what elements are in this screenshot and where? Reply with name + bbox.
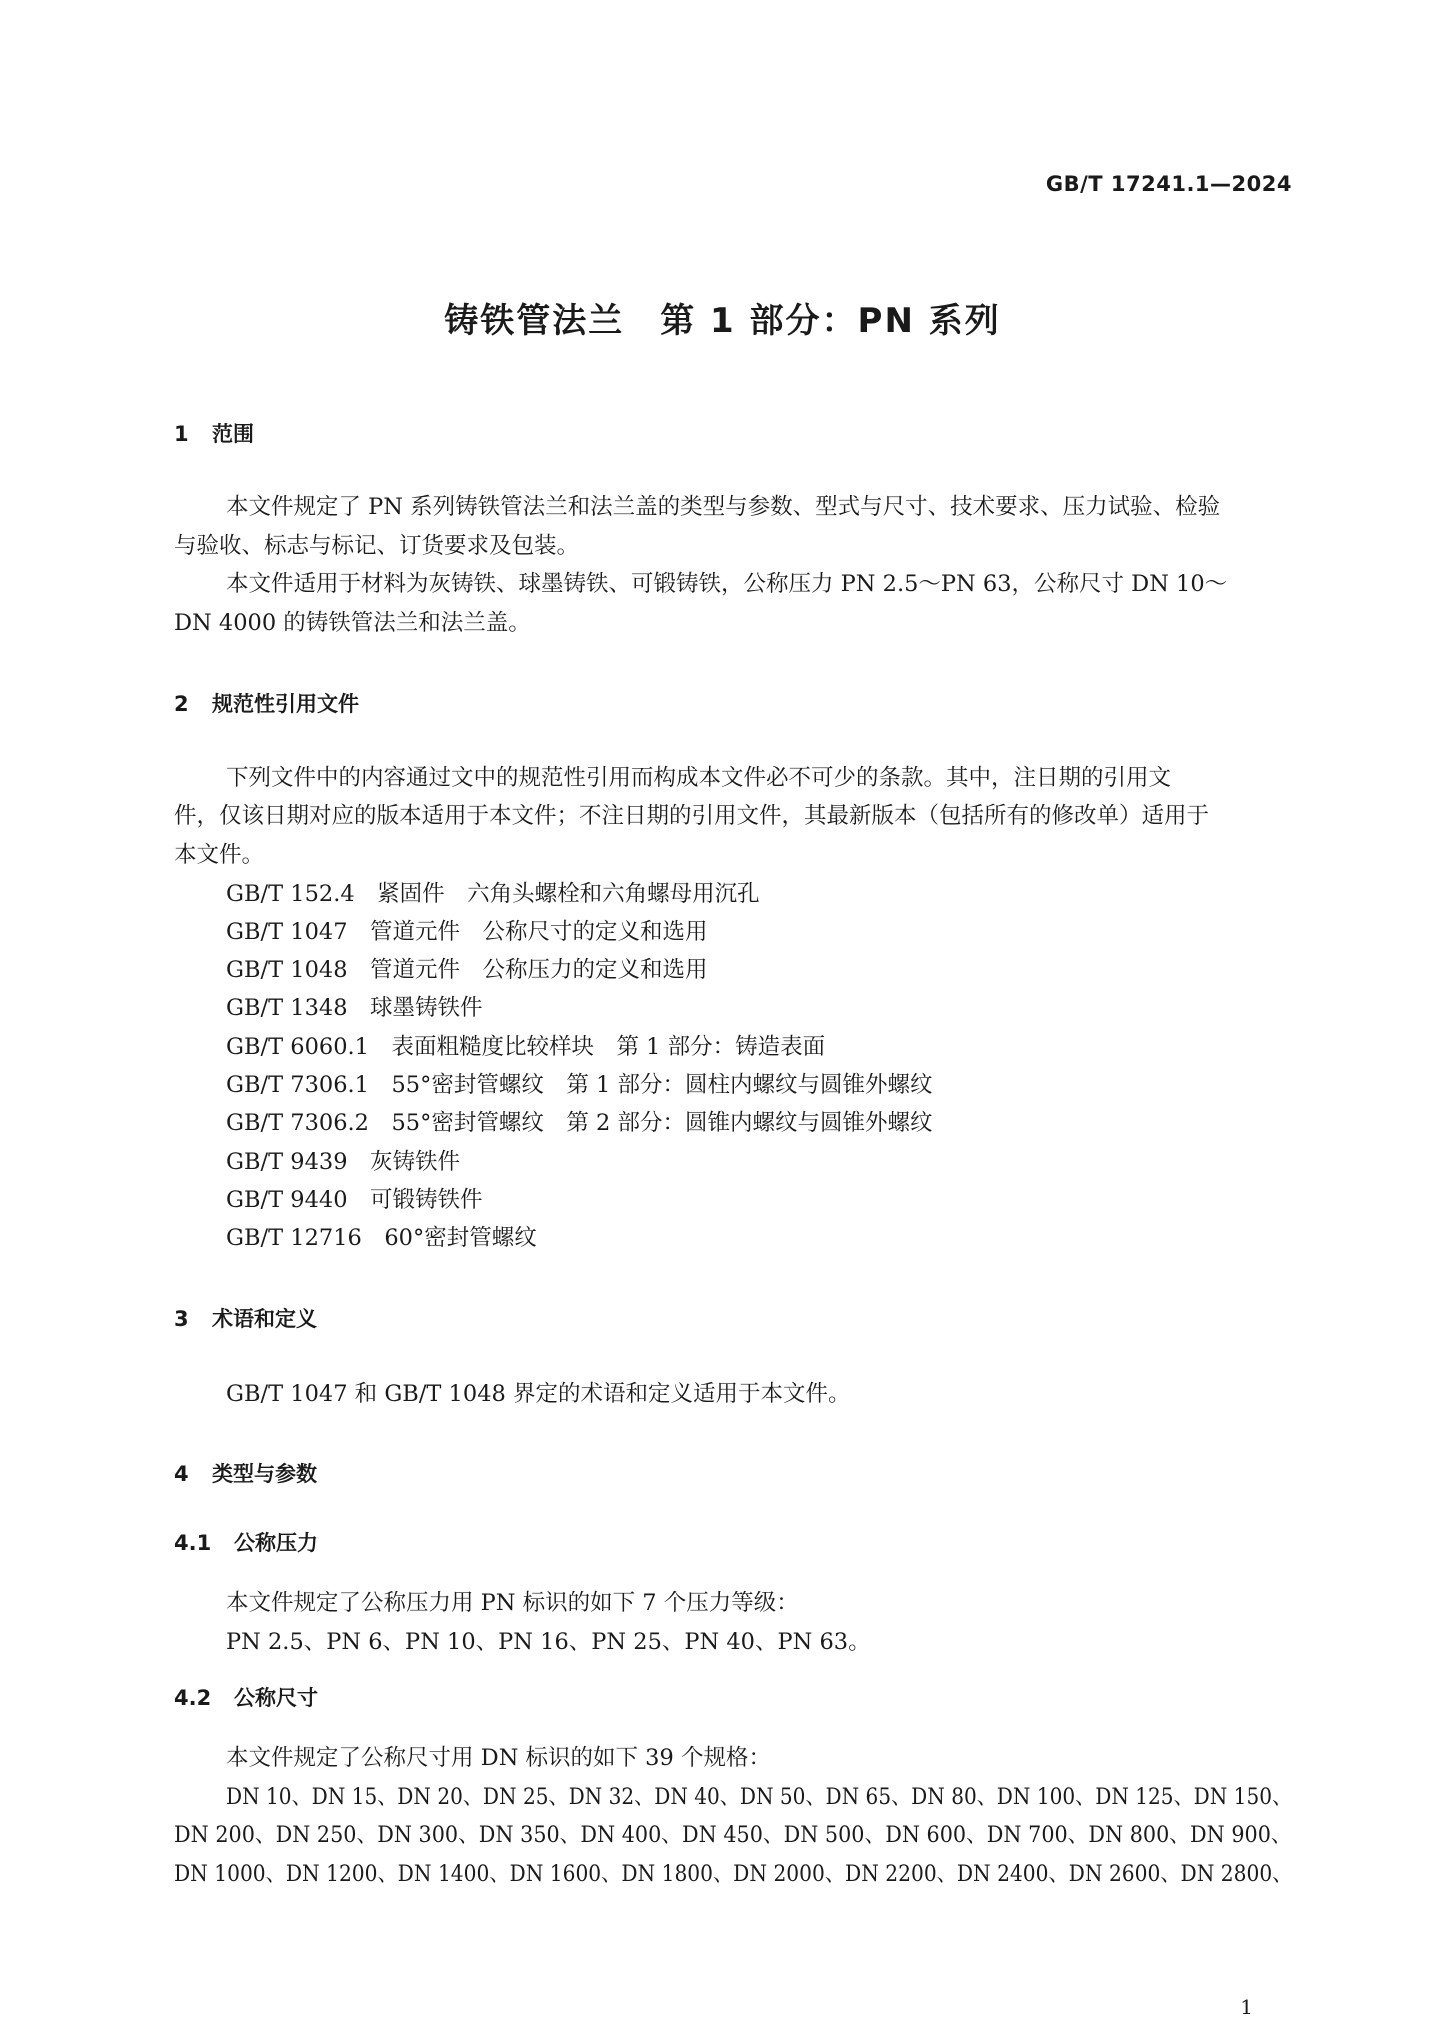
subsection-4-2-heading (174, 1682, 318, 1712)
paragraph-line: 本文件规定了 PN 系列铸铁管法兰和法兰盖的类型与参数、型式与尺寸、技术要求、压力试验、检验 (226, 494, 1221, 520)
reference-item: GB/T 9439 灰铸铁件 (226, 1149, 461, 1175)
section-number: 2 (174, 692, 189, 716)
paragraph-line: GB/T 1047 和 GB/T 1048 界定的术语和定义适用于本文件。 (226, 1381, 851, 1407)
reference-item: GB/T 7306.2 55°密封管螺纹 第 2 部分：圆锥内螺纹与圆锥外螺纹 (226, 1110, 933, 1136)
paragraph-line: 本文件规定了公称压力用 PN 标识的如下 7 个压力等级： (226, 1590, 799, 1616)
subsection-title: 公称压力 (234, 1531, 318, 1555)
section-title: 范围 (212, 422, 254, 446)
subsection-number: 4.2 (174, 1686, 212, 1710)
reference-item: GB/T 152.4 紧固件 六角头螺栓和六角螺母用沉孔 (226, 881, 760, 907)
paragraph-line: 下列文件中的内容通过文中的规范性引用而构成本文件必不可少的条款。其中，注日期的引用文 (226, 765, 1172, 791)
page-number: 1 (1240, 1995, 1253, 2019)
document-title: 铸铁管法兰 第 1 部分：PN 系列 (444, 301, 1001, 341)
reference-item: GB/T 12716 60°密封管螺纹 (226, 1225, 537, 1251)
reference-item: GB/T 1048 管道元件 公称压力的定义和选用 (226, 957, 708, 983)
paragraph-line: 件，仅该日期对应的版本适用于本文件；不注日期的引用文件，其最新版本（包括所有的修改单）适用于 (174, 803, 1210, 829)
paragraph-line: 本文件。 (174, 842, 265, 868)
section-4-heading (174, 1458, 317, 1488)
subsection-number: 4.1 (174, 1531, 212, 1555)
reference-item: GB/T 6060.1 表面粗糙度比较样块 第 1 部分：铸造表面 (226, 1034, 826, 1060)
paragraph-line: DN 1000、DN 1200、DN 1400、DN 1600、DN 1800、DN 2000、DN 2200、DN 2400、DN 2600、DN 2800、 (174, 1861, 1293, 1887)
reference-item: GB/T 1047 管道元件 公称尺寸的定义和选用 (226, 919, 708, 945)
subsection-title: 公称尺寸 (234, 1686, 318, 1710)
section-2-heading (174, 688, 359, 718)
section-number: 3 (174, 1307, 189, 1331)
section-1-heading (174, 418, 254, 448)
paragraph-line: DN 4000 的铸铁管法兰和法兰盖。 (174, 610, 531, 636)
section-number: 4 (174, 1462, 189, 1486)
paragraph-line: DN 10、DN 15、DN 20、DN 25、DN 32、DN 40、DN 50、DN 65、DN 80、DN 100、DN 125、DN 150、 (226, 1784, 1293, 1810)
reference-item: GB/T 7306.1 55°密封管螺纹 第 1 部分：圆柱内螺纹与圆锥外螺纹 (226, 1072, 933, 1098)
section-title: 规范性引用文件 (212, 692, 359, 716)
section-number: 1 (174, 422, 189, 446)
reference-item: GB/T 1348 球墨铸铁件 (226, 995, 483, 1021)
paragraph-line: 本文件规定了公称尺寸用 DN 标识的如下 39 个规格： (226, 1745, 771, 1771)
section-title: 术语和定义 (212, 1307, 317, 1331)
paragraph-line: 与验收、标志与标记、订货要求及包装。 (174, 533, 580, 559)
paragraph-line: 本文件适用于材料为灰铸铁、球墨铸铁、可锻铸铁，公称压力 PN 2.5～PN 63，公称尺寸 DN 10～ (226, 571, 1228, 597)
standard-code: GB/T 17241.1—2024 (1045, 172, 1292, 196)
paragraph-line: DN 200、DN 250、DN 300、DN 350、DN 400、DN 450、DN 500、DN 600、DN 700、DN 800、DN 900、 (174, 1822, 1292, 1848)
section-title: 类型与参数 (212, 1462, 317, 1486)
subsection-4-1-heading (174, 1527, 318, 1557)
reference-item: GB/T 9440 可锻铸铁件 (226, 1187, 483, 1213)
section-3-heading (174, 1303, 317, 1333)
paragraph-line: PN 2.5、PN 6、PN 10、PN 16、PN 25、PN 40、PN 63。 (226, 1629, 871, 1655)
